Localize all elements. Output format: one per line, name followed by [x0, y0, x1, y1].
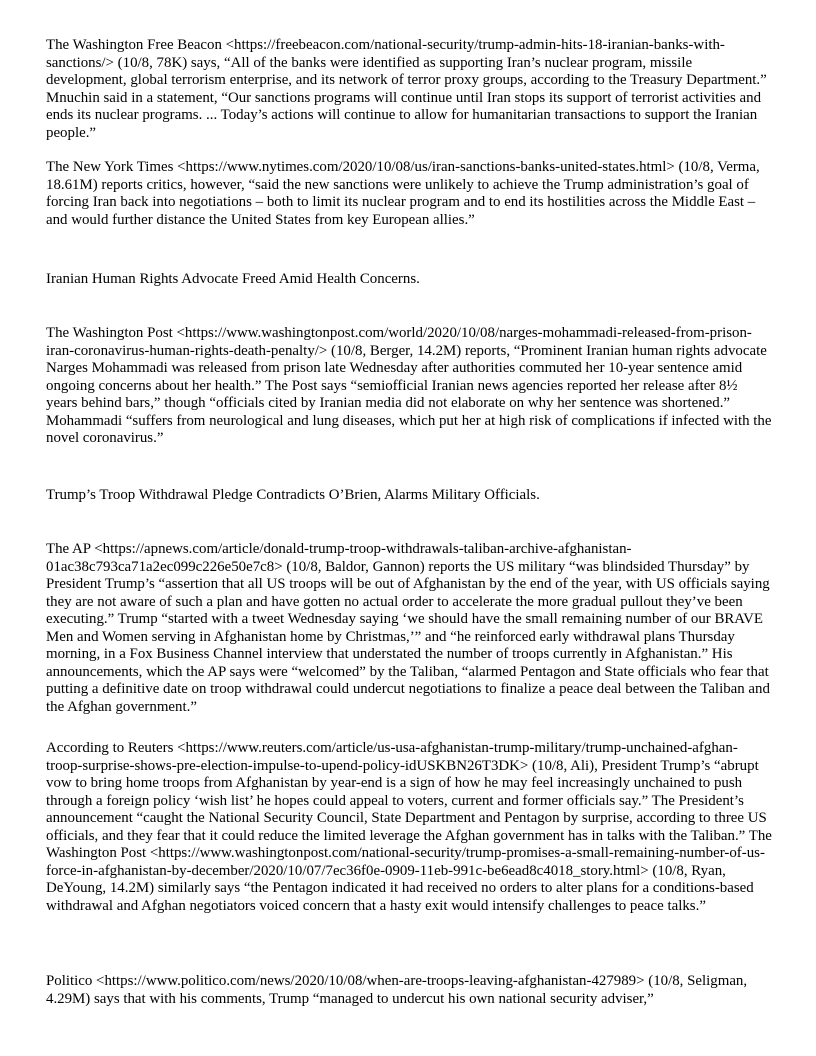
- paragraph-nyt: The New York Times <https://www.nytimes.com/2020/10/08/us/iran-sanctions-banks-united-states.html> (10/8, Verma, 18.61M) reports critics, however, “said the new sanctions were unlikely to achieve the Trump administration’s goal of forcing Iran back into negotiations – both to limit its nuclear program and to end its hostilities across the Middle East – and would further distance the United States from key European allies.”: [46, 159, 760, 228]
- paragraph-politico: Politico <https://www.politico.com/news/2020/10/08/when-are-troops-leaving-afghanistan-427989> (10/8, Seligman, 4.29M) says that with his comments, Trump “managed to undercut his own national security adviser,”: [46, 973, 748, 1007]
- paragraph-washington-post-mohammadi: The Washington Post <https://www.washingtonpost.com/world/2020/10/08/narges-mohammadi-released-from-prison-iran-coronavirus-human-rights-death-penalty/> (10/8, Berger, 14.2M) reports, “Prominent Iranian human rights advocate Narges Mohammadi was released from prison late Wednesday after authorities commuted her 10-year sentence amid ongoing concerns about her health.” The Post says “semiofficial Iranian news agencies reported her release after 8½ years behind bars,” though “officials cited by Iranian media did not elaborate on why her sentence was shortened.” Mohammadi “suffers from neurological and lung diseases, which put her at high risk of complications if infected with the novel coronavirus.”: [46, 325, 772, 446]
- paragraph-free-beacon: The Washington Free Beacon <https://freebeacon.com/national-security/trump-admin-hits-18-iranian-banks-with-sanctions/> (10/8, 78K) says, “All of the banks were identified as supporting Iran’s nuclear program, missile development, global terrorism enterprise, and its network of terror proxy groups, according to the Treasury Department.” Mnuchin said in a statement, “Our sanctions programs will continue until Iran stops its support of terrorist activities and ends its nuclear programs. ... Today’s actions will continue to allow for humanitarian transactions to support the Iranian people.”: [46, 37, 767, 141]
- section-heading-human-rights: Iranian Human Rights Advocate Freed Amid Health Concerns.: [46, 271, 420, 287]
- paragraph-ap: The AP <https://apnews.com/article/donald-trump-troop-withdrawals-taliban-archive-afghanistan-01ac38c793ca71a2ec099c226e50e7c8> (10/8, Baldor, Gannon) reports the US military “was blindsided Thursday” by President Trump’s “assertion that all US troops will be out of Afghanistan by the end of the year, with US officials saying they are not aware of such a plan and have gotten no actual order to accelerate the more gradual pullout they’ve been executing.” Trump “started with a tweet Wednesday saying ‘we should have the small remaining number of our BRAVE Men and Women serving in Afghanistan home by Christmas,’” and “he reinforced early withdrawal plans Thursday morning, in a Fox Business Channel interview that understated the number of troops currently in Afghanistan.” His announcements, which the AP says were “welcomed” by the Taliban, “alarmed Pentagon and State officials who fear that putting a definitive date on troop withdrawal could undercut negotiations to finalize a peace deal between the Taliban and the Afghan government.”: [46, 541, 770, 715]
- section-heading-troop-withdrawal: Trump’s Troop Withdrawal Pledge Contradicts O’Brien, Alarms Military Officials.: [46, 487, 540, 503]
- paragraph-reuters: According to Reuters <https://www.reuters.com/article/us-usa-afghanistan-trump-military/trump-unchained-afghan-troop-surprise-shows-pre-election-impulse-to-upend-policy-idUSKBN26T3DK> (10/8, Ali), President Trump’s “abrupt vow to bring home troops from Afghanistan by year-end is a sign of how he may feel increasingly unchained to push through a foreign policy ‘wish list’ he hopes could appeal to voters, current and former officials say.” The President’s announcement “caught the National Security Council, State Department and Pentagon by surprise, according to three US officials, and they fear that it could reduce the limited leverage the Afghan government has in talks with the Taliban.” The Washington Post <https://www.washingtonpost.com/national-security/trump-promises-a-small-remaining-number-of-us-force-in-afghanistan-by-december/2020/10/07/7ec36f0e-0909-11eb-991c-be6ead8c4018_story.html> (10/8, Ryan, DeYoung, 14.2M) similarly says “the Pentagon indicated it had received no orders to alter plans for a conditions-based withdrawal and Afghan negotiators voiced concern that a hasty exit would intensify challenges to peace talks.”: [46, 740, 772, 914]
